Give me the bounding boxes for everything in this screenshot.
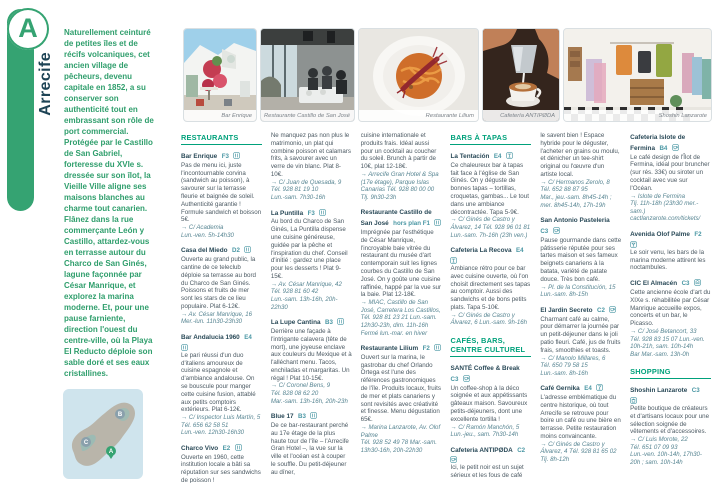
region-title: Arrecife	[37, 52, 54, 116]
cafe-icon	[672, 144, 679, 151]
entry-name: Cafeteria ANTIPØDA	[450, 446, 513, 454]
listing-entry	[630, 384, 711, 466]
cafe-icon	[609, 306, 616, 313]
entry-name: Cafeteria Islote de Fermina	[630, 134, 686, 152]
entry-name: Bar Enrique	[181, 153, 218, 160]
entry-practical-info: → C/ Academia	[181, 224, 224, 232]
entry-practical-info: Bar Mar.-sam. 13h-0h	[630, 350, 690, 358]
island-map-image	[63, 389, 143, 479]
entry-practical-info: Tlj. 11h-18h (23h30 mer.-sam.)	[630, 200, 699, 215]
listing-entry	[181, 150, 262, 239]
map-grid-ref: B4	[659, 144, 668, 152]
entry-practical-info: → C/ Coronel Bens, 9	[270, 382, 331, 390]
entry-name: Bar Andalucia 1960	[181, 333, 240, 341]
entry-description: Ne manquez pas non plus le matrimonio, un plat qui combine poisson et calamars frits, à savourer avec un verre de vin blanc. Plat 8-10€.	[270, 132, 351, 178]
entry-name: Shoshin Lanzarote	[630, 387, 688, 395]
entry-practical-info: Lun.-ven. 10h-14h, 17h30-20h ; sam. 10h-14h	[630, 451, 702, 467]
entry-practical-info: Lun.-sam. 8h-15h	[540, 291, 589, 299]
listing-entry	[630, 228, 711, 272]
entry-name: Avenida Olof Palme	[630, 230, 690, 238]
entry-title-line	[361, 342, 442, 353]
entry-title-line	[450, 362, 531, 384]
entry-name: Cafeteria La Recova	[450, 247, 512, 255]
entry-practical-info: Lun.-sam. 13h-16h, 20h-22h30	[270, 295, 338, 311]
listing-entry	[540, 214, 621, 299]
entry-practical-info: Lun.-jeu., sam. 7h30-14h	[450, 431, 519, 439]
listing-entry	[540, 304, 621, 378]
entry-practical-info: → Av. César Manrique, 42	[270, 280, 342, 288]
map-grid-ref: E4	[493, 153, 502, 160]
bar-icon	[596, 384, 603, 391]
intro-text: Naturellement ceinturé de petites îles et de récifs volcaniques, cet ancien village de pêcheurs, devenu capitale en 1852, a su conserver son authenticité tout en embrassant son rôle de port commercial. Protégée par le Castillo de San Gabriel, forteresse du XVIe s. dressée sur son îlot, la Vieille Ville aligne ses maisons blanches au charme tout canarien. Flânez dans la rue commerçante León y Castillo, attardez-vous en terrasse autour du Charco de San Ginés, lagune façonnée par César Manrique, et explorez la marina moderne. Et, pour une pause farniente, direction l'ouest du centre-ville, où la Playa El Reducto déploie son sable doré et ses eaux cristallines.	[64, 28, 154, 378]
listing-column-5	[540, 131, 621, 483]
entry-name: La Puntilla	[270, 209, 304, 217]
entry-title-line	[271, 207, 352, 218]
entry-practical-info: → C/ Ginés de Castro y Álvarez, 4 Tél. 928 81 65 02	[540, 440, 617, 456]
listings	[181, 131, 711, 483]
restaurant-icon	[310, 412, 317, 419]
restaurant-icon	[337, 318, 344, 325]
entry-practical-info: → Marina Lanzarote, Av. Olof Palme	[360, 424, 441, 439]
entry-practical-info: → C/ Manolo Millares, 6	[540, 354, 606, 362]
entry-title-line	[361, 206, 442, 228]
restaurant-icon	[235, 444, 242, 451]
entry-practical-info: → C/ Ramón Manchón, 5	[450, 423, 520, 431]
entry-title-line	[630, 131, 711, 153]
map-grid-ref: F3	[221, 153, 229, 160]
listing-entry	[181, 331, 262, 437]
entry-name: Casa del Miedo	[181, 247, 228, 255]
entry-title-line	[450, 444, 531, 464]
photo-image	[483, 29, 559, 121]
cafe-icon	[463, 375, 470, 382]
entry-name: Charco Vivo	[181, 444, 219, 452]
listing-entry	[630, 131, 711, 223]
cafe-icon	[450, 456, 457, 463]
listing-entry	[361, 342, 442, 454]
entry-continuation	[540, 132, 621, 209]
entry-description: Pas de menu ici, juste l'incontournable corvina (sandwich au poisson), à savourer sur la terrasse fleurie et baignée de soleil. Authenticité garantie ! Formule sandwich et boisson 5€.	[181, 161, 262, 224]
map-grid-ref: C2	[517, 446, 526, 454]
entry-description: Un coffee-shop à la déco soignée et aux appétissants gâteaux maison. Savoureux petits-déjeuners, dont une excellente tortilla !	[450, 384, 528, 423]
photo-caption: Shoshin Lanzarote	[564, 110, 711, 121]
entry-practical-info: → Islote de Fermina	[630, 192, 686, 200]
entry-title-line	[630, 384, 711, 404]
entry-practical-info: → C/ Inspector Luis Martín, 5	[181, 414, 261, 422]
entry-title-line	[271, 410, 352, 421]
tapas-icon	[506, 152, 513, 159]
restaurant-icon	[434, 219, 441, 226]
photo-antipoda-coffee	[482, 28, 560, 122]
photo-caption: Bar Enrique	[184, 110, 256, 121]
entry-practical-info: Tél. 928 81 60 42	[270, 288, 319, 296]
tapas-icon	[450, 257, 457, 264]
entry-title-line	[450, 244, 531, 264]
entry-description: Le pari réussi d'un duo d'italiens amoureux de cuisine espagnole et d'ambiance andalouse. On se bouscule pour manger cette cuisine fusion, attablé aux petits comptoirs extérieurs. Plat 6-12€.	[181, 351, 256, 414]
entry-practical-info: → MIAC, Castillo de San José, Carretera Los Castillos,	[360, 299, 441, 314]
listing-entry	[271, 316, 352, 405]
entry-description: Ce chaleureux bar à tapas fait face à l'église de San Ginés. On y déguste de bonnes tapas – tortillas, croquetas, gambas... Le tout dans une ambiance décontractée. Tapa 5-9€.	[450, 161, 529, 216]
entry-description: Imprégnée par l'esthétique de César Manrique, l'incroyable baie vitrée du restaurant du musée d'art contemporain suit les lignes courbes du Castillo de San José. On y goûte une cuisine raffinée, happé par la vue sur la baie. Plat 12-18€.	[360, 228, 442, 299]
listing-column-4	[450, 131, 531, 483]
map-marker-c: C	[83, 440, 89, 447]
map-grid-ref: C3	[540, 227, 549, 235]
photo-image	[184, 29, 256, 121]
entry-practical-info: → C/ Luis Morote, 22	[630, 436, 688, 444]
map-grid-ref: F2	[422, 345, 430, 353]
entry-description: Ouvert sur la marina, le gastrobar du chef Orlando Ortega est l'une des références gastronomiques de l'île. Produits locaux, fruits de mer et plats canariens y sont revisités avec créativité et finesse. Menu dégustation 65€.	[360, 353, 441, 424]
listing-entry	[361, 206, 442, 337]
photo-image	[564, 29, 711, 121]
entry-practical-info: → C/ José Betancort, 33	[630, 327, 697, 335]
entry-name: CIC El Almacén	[630, 280, 678, 288]
section-header: SHOPPING	[630, 367, 711, 379]
listing-column-3	[361, 131, 442, 483]
entry-description: Ouverte au grand public, la cantine de ce teleclub déploie sa terrasse au bord du Charco de San Ginés. Poissons et fruits de mer sont les stars de ce lieu populaire. Plat 6-12€.	[181, 256, 256, 310]
cafe-icon	[553, 227, 560, 234]
entry-practical-info: Tlj. 8h-12h	[540, 456, 570, 464]
map-grid-ref: E4	[584, 385, 592, 393]
entry-practical-info: Lun.-sam. 7h-16h (23h ven.)	[450, 231, 528, 239]
entry-description: Charmant café au calme, pour démarrer la journée par un petit-déjeuner dans le joli patio fleuri. Café, jus de fruits frais, smoothies et toasts.	[540, 315, 621, 354]
entry-name: La Lupe Cantina	[270, 319, 321, 327]
map-grid-ref: F2	[694, 230, 702, 238]
restaurant-icon	[434, 344, 441, 351]
listing-entry	[630, 277, 711, 358]
photo-castillo-san-jose	[260, 28, 355, 122]
restaurant-icon	[319, 209, 326, 216]
photo-image	[261, 29, 354, 121]
culture-icon	[694, 279, 701, 286]
map-grid-ref: F3	[307, 209, 315, 217]
photo-shoshin-shop	[563, 28, 712, 122]
map-grid-ref: B3	[325, 319, 333, 327]
entry-description: Le café design de l'Îlot de Fermina, idéal pour bruncher (sur rés. 33€) ou siroter un cocktail avec vue sur l'Océan.	[630, 153, 710, 192]
entry-title-line	[630, 228, 711, 248]
entry-practical-info: Fermé lun.-mar. en hiver	[360, 329, 428, 337]
entry-practical-info: Tél. 651 07 09 93	[630, 443, 678, 451]
nightlife-icon	[630, 241, 637, 248]
listing-entry	[181, 244, 262, 326]
entry-practical-info: Tél. 928 83 15 07 Lun.-ven. 10h-21h, sam. 10h-14h	[630, 335, 705, 351]
entry-title-line	[271, 316, 352, 327]
entry-name: Restaurante Lilium	[360, 345, 419, 353]
map-grid-ref: C3	[681, 280, 690, 288]
listing-entry	[450, 244, 531, 327]
map-grid-ref: E2	[222, 444, 231, 452]
entry-title-line	[181, 244, 262, 255]
shopping-icon	[630, 397, 637, 404]
entry-name: La Tentación	[450, 153, 490, 160]
listing-entry	[450, 362, 531, 439]
photo-caption: Cafetería ANTIPØDA	[483, 110, 559, 121]
photo-lilium-dish	[358, 28, 479, 122]
listing-entry	[450, 444, 531, 480]
entry-practical-info: cactlanzarote.com/tickets/	[630, 215, 701, 223]
entry-description: Ouverte en 1960, cette institution locale a bâti sa réputation sur ses sandwichs de poisson !	[181, 453, 261, 483]
entry-description: le savent bien ! Espace hybride pour le déguster, l'acheter en grains ou moulu, et dénicher un tee-shirt original ou l'œuvre d'un artiste local.	[540, 132, 620, 178]
map-grid-ref: C2	[596, 306, 605, 314]
listing-entry	[450, 150, 531, 239]
entry-description: Cette ancienne école d'art du XIXe s. réhabilitée par César Manrique accueille expos, concerts et un bar, le Picasso.	[630, 288, 711, 328]
entry-continuation	[271, 132, 352, 202]
map-marker-a: A	[108, 449, 114, 456]
entry-practical-info: Mer.-lun. 11h30-23h30	[181, 318, 242, 326]
entry-description: Le soir venu, les bars de la marina moderne attirent les noctambules.	[630, 248, 706, 272]
photo-caption: Restaurante Lilium	[359, 110, 478, 121]
entry-continuation	[361, 132, 442, 201]
entry-practical-info: Lun.-ven. 12h30-16h30	[181, 429, 245, 437]
map-marker-b: B	[117, 412, 123, 419]
listing-entry	[271, 410, 352, 476]
listing-entry	[271, 207, 352, 312]
entry-description: Ambiance rétro pour ce bar avec cuisine ouverte, où l'on choisit directement ses tapas au comptoir. Aussi des sandwichs et de bons petits plats. Tapa 5-10€.	[450, 264, 531, 311]
section-header: BARS À TAPAS	[450, 133, 531, 145]
entry-practical-info: → C/ Ginés de Castro y Álvarez, 6 Lun.-sam. 9h-16h	[450, 311, 528, 327]
entry-title-line	[630, 277, 711, 288]
entry-name: San Antonio Pasteleria	[540, 217, 610, 225]
entry-description: Ici, le petit noir est un sujet sérieux et les fous de café	[450, 464, 524, 480]
entry-practical-info: Lun.-sam. 7h30-16h	[270, 193, 326, 201]
entry-description: Pause gourmande dans cette pâtisserie réputée pour ses tartes maison et ses fameux beignets canariens à la batata, variété de patate douce. Très bon café.	[540, 236, 622, 283]
map-grid-ref: E4	[244, 333, 252, 341]
listing-entry	[181, 442, 262, 483]
entry-practical-info: Tél. 828 08 62 20	[270, 390, 319, 398]
entry-title-line	[450, 150, 531, 161]
entry-name: Café Gernika	[540, 385, 580, 393]
entry-title-line	[540, 214, 621, 236]
entry-title-line	[181, 150, 262, 161]
map-grid-ref: B3	[298, 413, 306, 421]
entry-description: L'adresse emblématique du centre historique, où tout Arrecife se retrouve pour boire un café ou une bière en terrasse. Petite restauration moins convaincante.	[540, 394, 621, 441]
entry-practical-info: Tél. 928 81 19 10	[270, 186, 319, 194]
entry-description: Au bord du Charco de San Ginés, La Puntilla dispense une cuisine généreuse, guidée par la pêche et l'inspiration du chef. Conseil d'initié : gardez une place pour les desserts ! Plat 9-15€.	[270, 218, 348, 280]
photo-caption: Restaurante Castillo de San José	[261, 110, 354, 121]
restaurant-icon	[244, 246, 251, 253]
entry-description: De ce bar-restaurant perché au 17e étage de la plus haute tour de l'île – l'Arrecife Gran Hotel –, la vue sur la ville et l'océan est à couper le souffle. Du petit-déjeuner au dîner,	[270, 422, 349, 476]
map-grid-ref: hors plan F1	[393, 220, 430, 228]
entry-practical-info: Tél. 656 62 58 51	[181, 421, 229, 429]
entry-title-line	[181, 331, 262, 351]
entry-practical-info: → Arrecife Gran Hotel & Spa (17e étage), Parque Islas Canarias Tél. 928 80 00 00	[360, 170, 439, 194]
entry-title-line	[540, 304, 621, 315]
island-map	[63, 389, 143, 479]
entry-practical-info: → Av. César Manrique, 16	[181, 310, 253, 318]
entry-description: cuisine internationale et produits frais. Idéal aussi pour un cocktail au coucher du soleil. Brunch à partir de 10€, plat 12-18€.	[360, 132, 437, 171]
photo-image	[359, 29, 478, 121]
entry-description: Petite boutique de créateurs et d'artisans locaux pour une sélection soignée de vêtements et d'accessoires.	[630, 405, 710, 436]
listing-column-1	[181, 131, 262, 483]
region-letter: A	[18, 13, 38, 43]
entry-name: SANTÉ Coffee & Break	[450, 364, 520, 372]
entry-practical-info: → Pl. de la Constitución, 15	[540, 283, 616, 291]
entry-practical-info: Lun.-sam. 8h-16h	[540, 369, 589, 377]
entry-name: Blue 17	[270, 413, 294, 421]
section-header: CAFÉS, BARS, CENTRE CULTUREL	[450, 336, 531, 357]
entry-practical-info: → C/ Juan de Quesada, 9	[270, 178, 342, 186]
restaurant-icon	[181, 344, 188, 351]
map-grid-ref: C3	[691, 387, 700, 395]
section-header: RESTAURANTS	[181, 133, 262, 145]
photo-bar-enrique	[183, 28, 257, 122]
entry-title-line	[181, 442, 262, 453]
entry-practical-info: Lun.-ven. 5h-14h30	[181, 231, 234, 239]
entry-name: El Jardin Secreto	[540, 306, 593, 314]
map-grid-ref: E4	[516, 247, 524, 255]
entry-name: Restaurante Castillo de San José	[360, 209, 432, 228]
entry-practical-info: → C/ Hermanos Zerolo, 8	[540, 178, 610, 186]
entry-title-line	[540, 382, 621, 393]
entry-description: Derrière une façade à l'intrigante calavera (tête de mort), une joyeuse enclave aux couleurs du Mexique et à l'alléchant menu. Tacos, enchiladas et margaritas. Un régal ! Plat 10-15€.	[270, 327, 352, 382]
listing-column-2	[271, 131, 352, 483]
map-grid-ref: D2	[231, 247, 240, 255]
entry-practical-info: → C/ Ginés de Castro y Álvarez, 14 Tél. 928 96 01 81	[450, 216, 531, 231]
listing-entry	[540, 382, 621, 463]
entry-practical-info: Tél. 652 88 87 95	[540, 186, 588, 194]
map-grid-ref: C3	[450, 375, 459, 383]
restaurant-icon	[233, 152, 240, 159]
entry-practical-info: Mar., jeu.-sam. 8h45-14h ; mer. 8h45-14h, 17h-19h	[540, 193, 612, 209]
entry-practical-info: Tél. 650 79 58 15	[540, 362, 588, 370]
entry-practical-info: Tlj. 9h30-23h	[360, 193, 397, 201]
entry-practical-info: Tél. 928 52 49 78 Mar.-sam. 13h30-16h, 20h-22h30	[360, 439, 437, 454]
entry-practical-info: Tél. 928 81 23 21 Lun.-sam. 12h30-23h, dim. 11h-16h	[360, 314, 437, 329]
entry-practical-info: Mar.-sam. 13h-16h, 20h-23h	[270, 397, 348, 405]
listing-column-6	[630, 131, 711, 483]
region-letter-badge	[7, 8, 49, 50]
